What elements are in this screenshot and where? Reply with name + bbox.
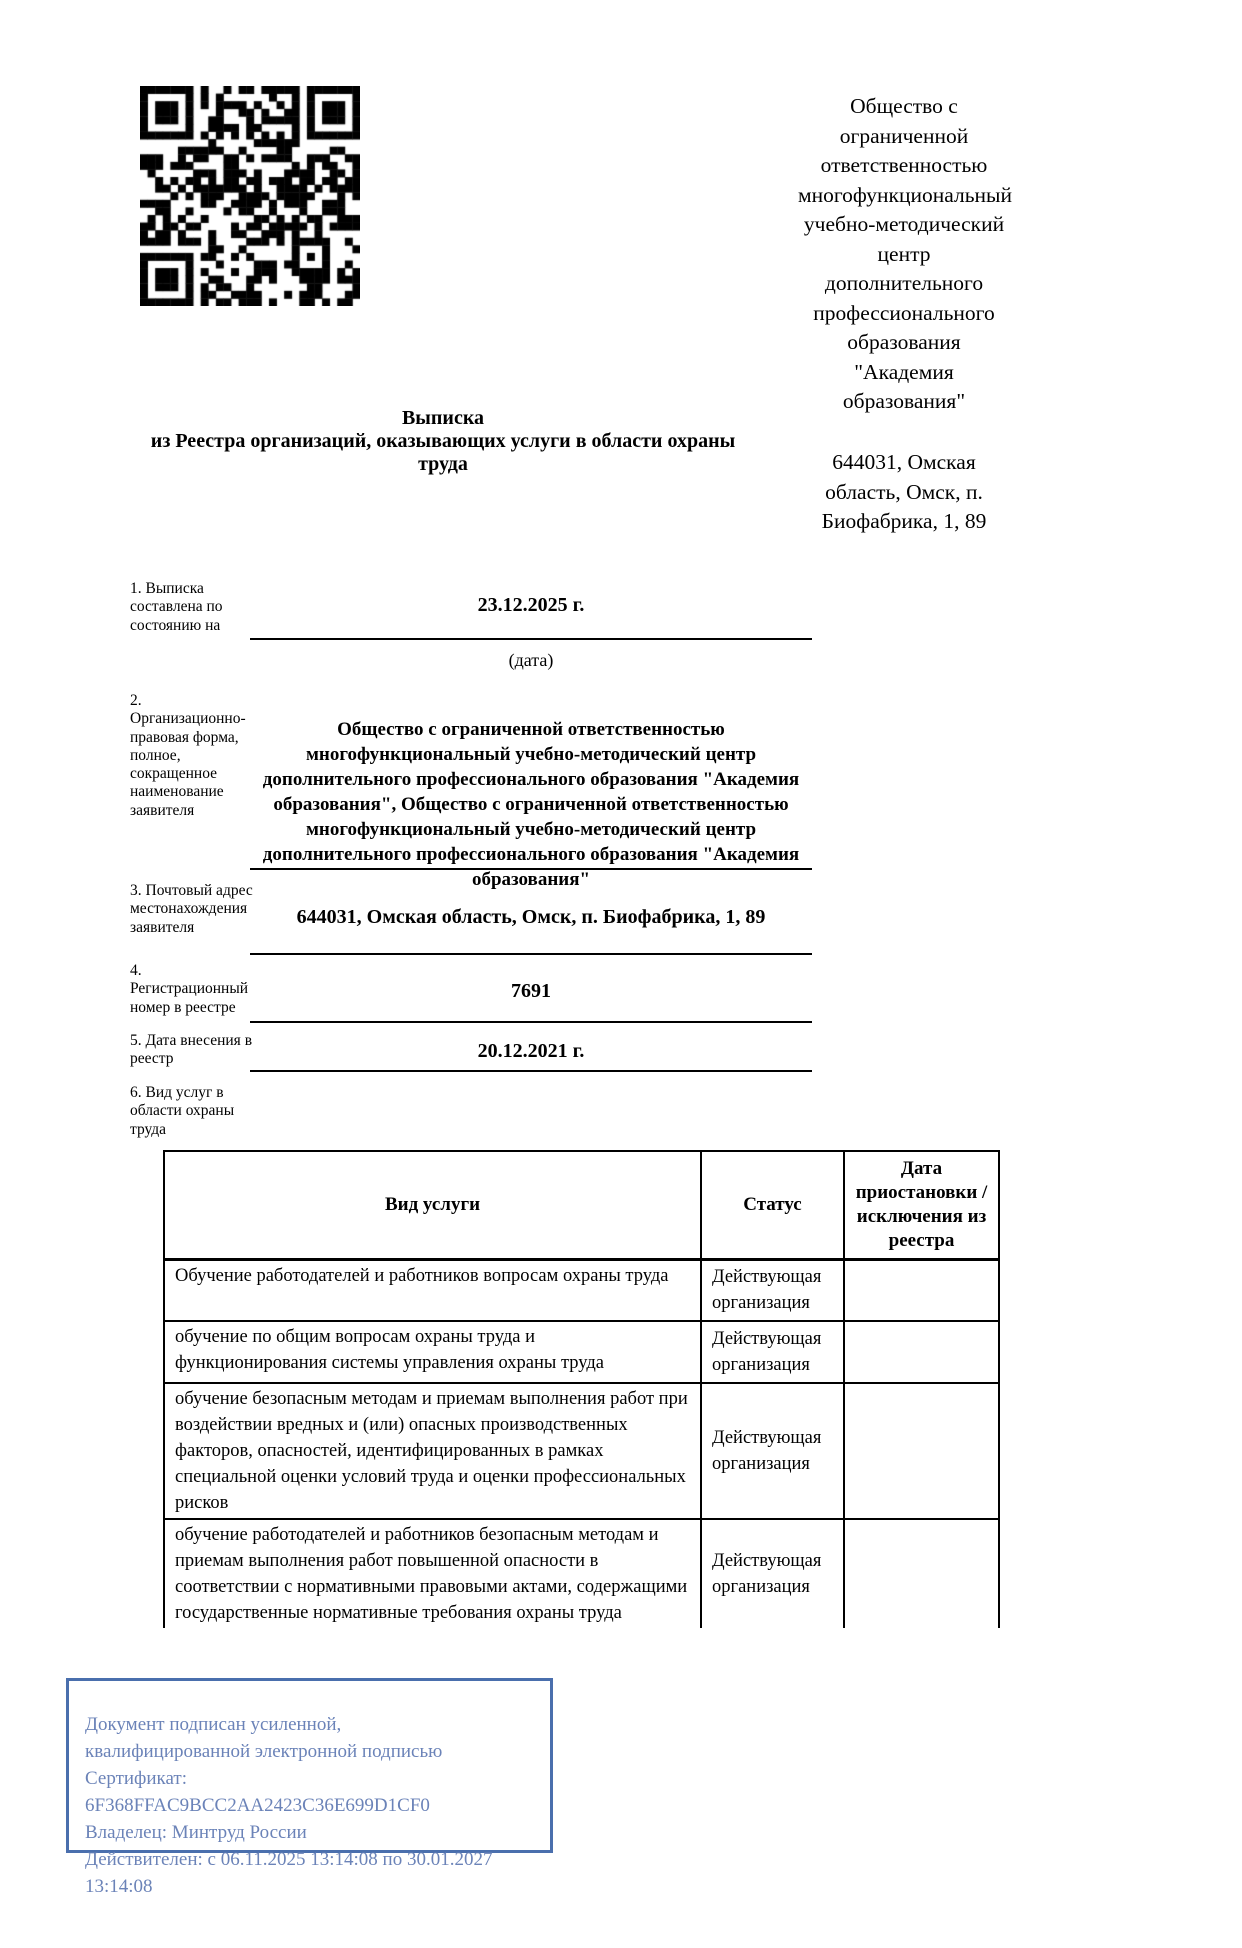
service-cell: обучение по общим вопросам охраны труда и функционирования системы управления охраны труда [164, 1321, 701, 1383]
status-cell: Действующая организация [701, 1383, 844, 1519]
date-cell [844, 1259, 999, 1321]
item1-value-date-compiled: 23.12.2025 г. [250, 582, 812, 640]
header-suspension-date: Дата приостановки / исключения из реестра [844, 1151, 999, 1259]
qr-code [140, 86, 360, 306]
item5-label: 5. Дата внесения в реестр [130, 1032, 253, 1068]
item2-label: 2. Организационно-правовая форма, полное, сокращенное наименование заявителя [130, 692, 246, 819]
item1-caption: (дата) [508, 650, 554, 670]
service-cell: Обучение работодателей и работников вопросам охраны труда [164, 1259, 701, 1321]
item3-value-postal-address: 644031, Омская область, Омск, п. Биофабрика, 1, 89 [250, 892, 812, 955]
services-table-container [163, 1150, 1004, 1628]
table-row [164, 1519, 999, 1628]
header-status: Статус [701, 1151, 844, 1259]
date-cell [844, 1383, 999, 1519]
services-table [163, 1150, 1000, 1628]
service-cell: обучение безопасным методам и приемам выполнения работ при воздействии вредных и (или) опасных производственных факторов, опасностей, идентифицированных в рамках специальной оценки условий труда и оценки профессиональных рисков [164, 1383, 701, 1519]
table-header-row [164, 1151, 999, 1259]
date-cell [844, 1519, 999, 1628]
status-cell: Действующая организация [701, 1321, 844, 1383]
document-title-block [130, 407, 756, 476]
page-title: Выписка [401, 407, 485, 429]
signature-stamp [66, 1678, 553, 1897]
date-cell [844, 1321, 999, 1383]
item3-label: 3. Почтовый адрес местонахождения заявителя [130, 882, 253, 936]
header-service-type: Вид услуги [164, 1151, 701, 1259]
page-subtitle: из Реестра организаций, оказывающих услуги в области охраны труда [150, 430, 736, 475]
item5-value-registry-date: 20.12.2021 г. [250, 1030, 812, 1072]
table-row [164, 1321, 999, 1383]
status-cell: Действующая организация [701, 1519, 844, 1628]
organization-address-header: 644031, Омская область, Омск, п. Биофабрика, 1, 89 [821, 450, 987, 533]
organization-name-header: Общество с ограниченной ответственностью многофункциональный учебно-методический центр дополнительного профессионального образования "Академия образования" [798, 94, 1012, 413]
item4-label: 4. Регистрационный номер в реестре [130, 962, 249, 1016]
table-row [164, 1259, 999, 1321]
signature-validity: Действителен: с 06.11.2025 13:14:08 по 30.01.2027 13:14:08 [85, 1849, 493, 1897]
signature-certificate: Сертификат: 6F368FFAC9BCC2AA2423C36E699D1CF0 [85, 1768, 430, 1816]
signature-statement: Документ подписан усиленной, квалифицированной электронной подписью [85, 1714, 443, 1762]
table-row [164, 1383, 999, 1519]
item4-value-registration-number: 7691 [250, 974, 812, 1023]
item2-value-org-name: Общество с ограниченной ответственностью многофункциональный учебно-методический центр дополнительного профессионального образования "Академия образования", Общество с ограниченной ответственностью многофункциональный учебно-методический центр дополнительного профессионального образования "Академия образования" [250, 714, 812, 870]
item1-label: 1. Выписка составлена по состоянию на [130, 580, 223, 634]
status-cell: Действующая организация [701, 1259, 844, 1321]
service-cell: обучение работодателей и работников безопасным методам и приемам выполнения работ повышенной опасности в соответствии с нормативными правовыми актами, содержащими государственные нормативные требования охраны труда [164, 1519, 701, 1628]
item6-label: 6. Вид услуг в области охраны труда [130, 1084, 235, 1138]
signature-owner: Владелец: Минтруд России [85, 1822, 307, 1843]
